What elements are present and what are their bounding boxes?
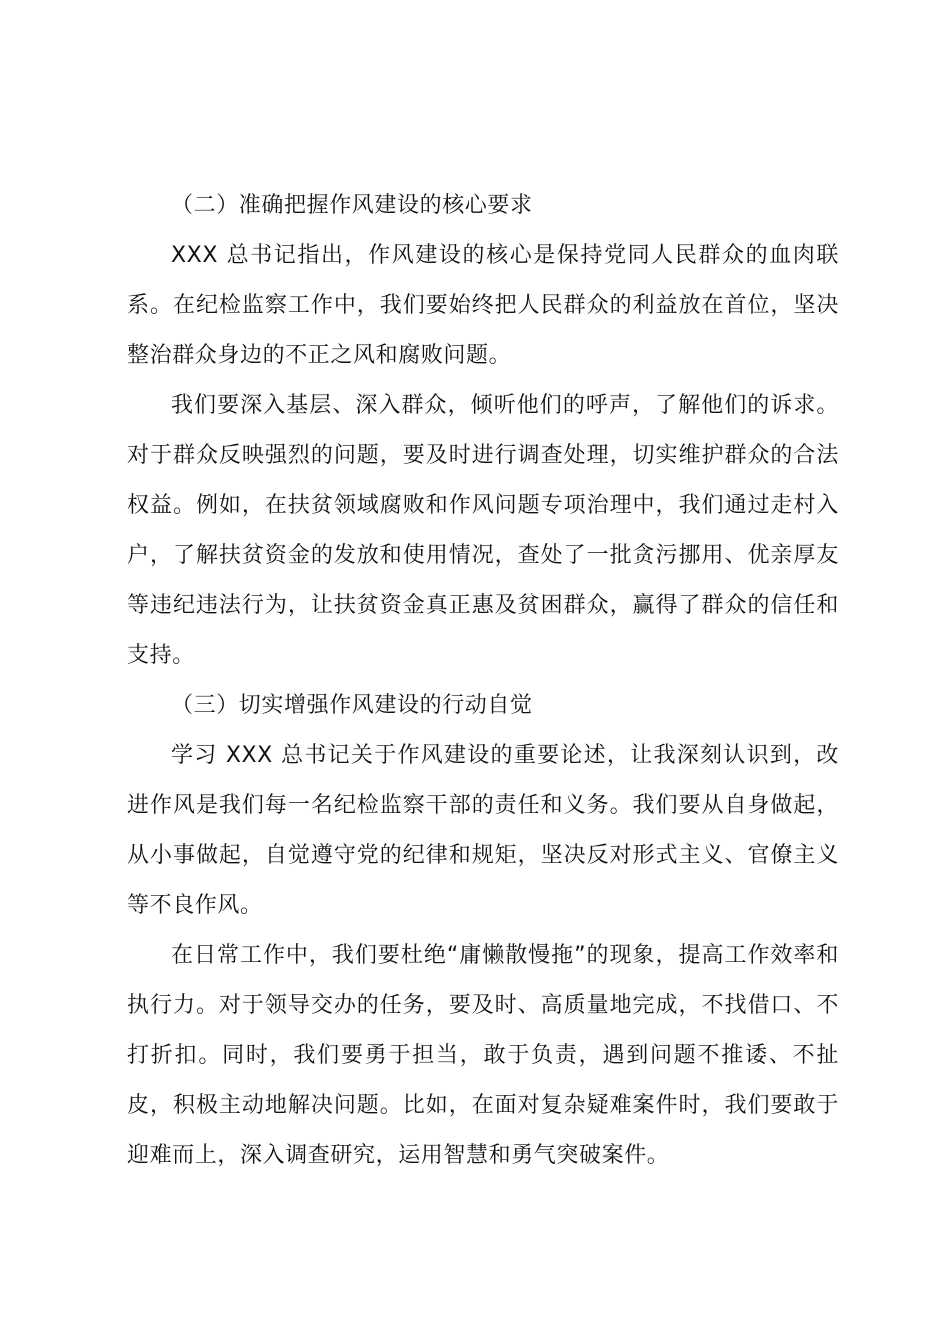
section-heading-3: （三）切实增强作风建设的行动自觉 — [171, 693, 533, 718]
paragraph: 在日常工作中，我们要杜绝“庸懒散慢拖”的现象，提高工作效率和执行力。对于领导交办的任务，要及时、高质量地完成，不找借口、不打折扣。同时，我们要勇于担当，敢于负责，遇到问题不推诿、不扯皮，积极主动地解决问题。比如，在面对复杂疑难案件时，我们要敢于迎难而上，深入调查研究，运用智慧和勇气突破案件。 — [127, 943, 839, 1168]
paragraph: 学习 XXX 总书记关于作风建设的重要论述，让我深刻认识到，改进作风是我们每一名纪检监察干部的责任和义务。我们要从自身做起，从小事做起，自觉遵守党的纪律和规矩，坚决反对形式主义、官僚主义等不良作风。 — [127, 743, 839, 918]
paragraph: 我们要深入基层、深入群众，倾听他们的呼声，了解他们的诉求。对于群众反映强烈的问题，要及时进行调查处理，切实维护群众的合法权益。例如，在扶贫领域腐败和作风问题专项治理中，我们通过走村入户，了解扶贫资金的发放和使用情况，查处了一批贪污挪用、优亲厚友等违纪违法行为，让扶贫资金真正惠及贫困群众，赢得了群众的信任和支持。 — [127, 393, 839, 668]
document-body — [127, 181, 839, 1181]
paragraph: XXX 总书记指出，作风建设的核心是保持党同人民群众的血肉联系。在纪检监察工作中，我们要始终把人民群众的利益放在首位，坚决整治群众身边的不正之风和腐败问题。 — [127, 243, 839, 368]
section-heading-2: （二）准确把握作风建设的核心要求 — [171, 193, 533, 218]
